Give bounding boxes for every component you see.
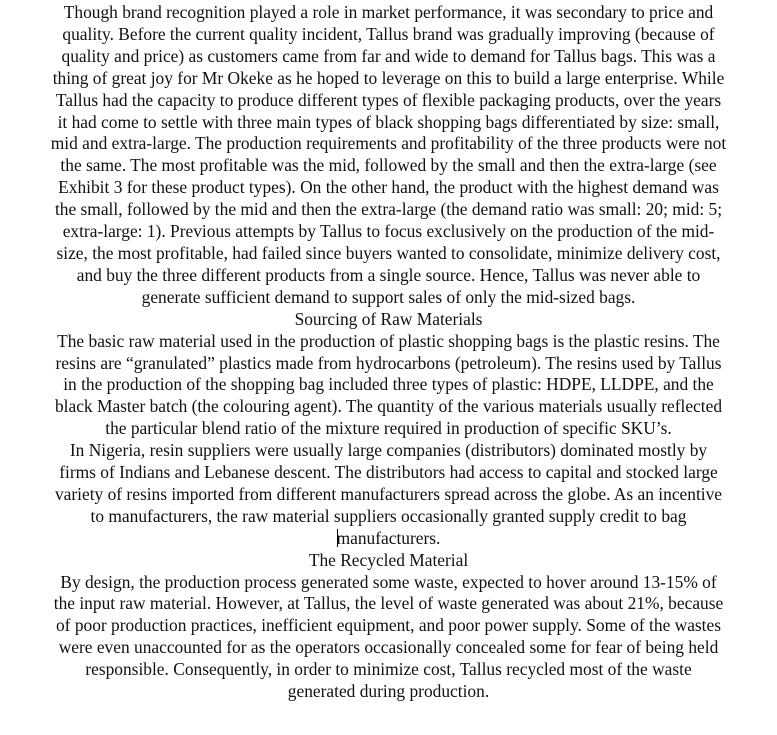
text-line: Tallus had the capacity to produce different types of flexible packaging products, over the years xyxy=(55,89,722,110)
text-line: the same. The most profitable was the mid, followed by the small and then the extra-large (see xyxy=(60,155,717,176)
document-body[interactable] xyxy=(0,2,777,703)
text-line: variety of resins imported from different manufacturers spread across the globe. As an incentive xyxy=(54,483,723,504)
text-line: and buy the three different products from a single source. Hence, Tallus was never able to xyxy=(76,264,701,285)
suppliers-paragraph xyxy=(0,440,777,550)
text-line: generated during production. xyxy=(287,681,490,702)
text-line: Exhibit 3 for these product types). On the other hand, the product with the highest demand was xyxy=(58,177,719,198)
text-line: firms of Indians and Lebanese descent. The distributors had access to capital and stocked large xyxy=(59,462,718,483)
recycled-paragraph xyxy=(0,572,777,703)
text-line: manufacturers. xyxy=(336,527,441,548)
section-heading-recycled-material: The Recycled Material xyxy=(308,549,469,570)
section-heading-raw-materials: Sourcing of Raw Materials xyxy=(294,308,483,329)
text-line: size, the most profitable, had failed since buyers wanted to consolidate, minimize delivery cost, xyxy=(56,242,721,263)
text-line: By design, the production process generated some waste, expected to hover around 13-15% of xyxy=(60,571,717,592)
text-line: the particular blend ratio of the mixture required in production of specific SKU’s. xyxy=(105,418,672,439)
raw-materials-paragraph xyxy=(0,331,777,441)
text-line: it had come to settle with three main types of black shopping bags differentiated by size: small, xyxy=(57,111,720,132)
text-line: Though brand recognition played a role in market performance, it was secondary to price and xyxy=(63,2,714,22)
text-line-with-cursor xyxy=(0,528,777,550)
text-line: quality. Before the current quality incident, Tallus brand was gradually improving (because of xyxy=(62,23,715,44)
text-line: responsible. Consequently, in order to minimize cost, Tallus recycled most of the waste xyxy=(85,659,692,680)
text-line: generate sufficient demand to support sales of only the mid-sized bags. xyxy=(141,286,636,307)
intro-paragraph xyxy=(0,2,777,309)
text-line: In Nigeria, resin suppliers were usually large companies (distributors) dominated mostly by xyxy=(69,440,708,461)
text-line: thing of great joy for Mr Okeke as he hoped to leverage on this to build a large enterprise. While xyxy=(52,67,725,88)
text-line: The basic raw material used in the production of plastic shopping bags is the plastic resins. The xyxy=(57,330,720,351)
text-line: black Master batch (the colouring agent). The quantity of the various materials usually reflected xyxy=(54,396,723,417)
text-line: mid and extra-large. The production requirements and profitability of the three products were not xyxy=(50,133,727,154)
text-line: were even unaccounted for as the operators occasionally concealed some for fear of being held xyxy=(58,637,719,658)
text-line: in the production of the shopping bag included three types of plastic: HDPE, LLDPE, and the xyxy=(63,374,714,395)
text-line: of poor production practices, inefficient equipment, and poor power supply. Some of the wastes xyxy=(55,615,722,636)
text-line: resins are “granulated” plastics made from hydrocarbons (petroleum). The resins used by Tallus xyxy=(55,352,722,373)
text-line: the input raw material. However, at Tallus, the level of waste generated was about 21%, because xyxy=(53,593,724,614)
text-line: to manufacturers, the raw material suppliers occasionally granted supply credit to bag xyxy=(90,505,687,526)
text-line: the small, followed by the mid and then the extra-large (the demand ratio was small: 20; mid: 5; xyxy=(54,199,723,220)
text-line: extra-large: 1). Previous attempts by Tallus to focus exclusively on the production of the mid- xyxy=(62,221,715,242)
text-line: quality and price) as customers came from far and wide to demand for Tallus bags. This was a xyxy=(61,45,716,66)
